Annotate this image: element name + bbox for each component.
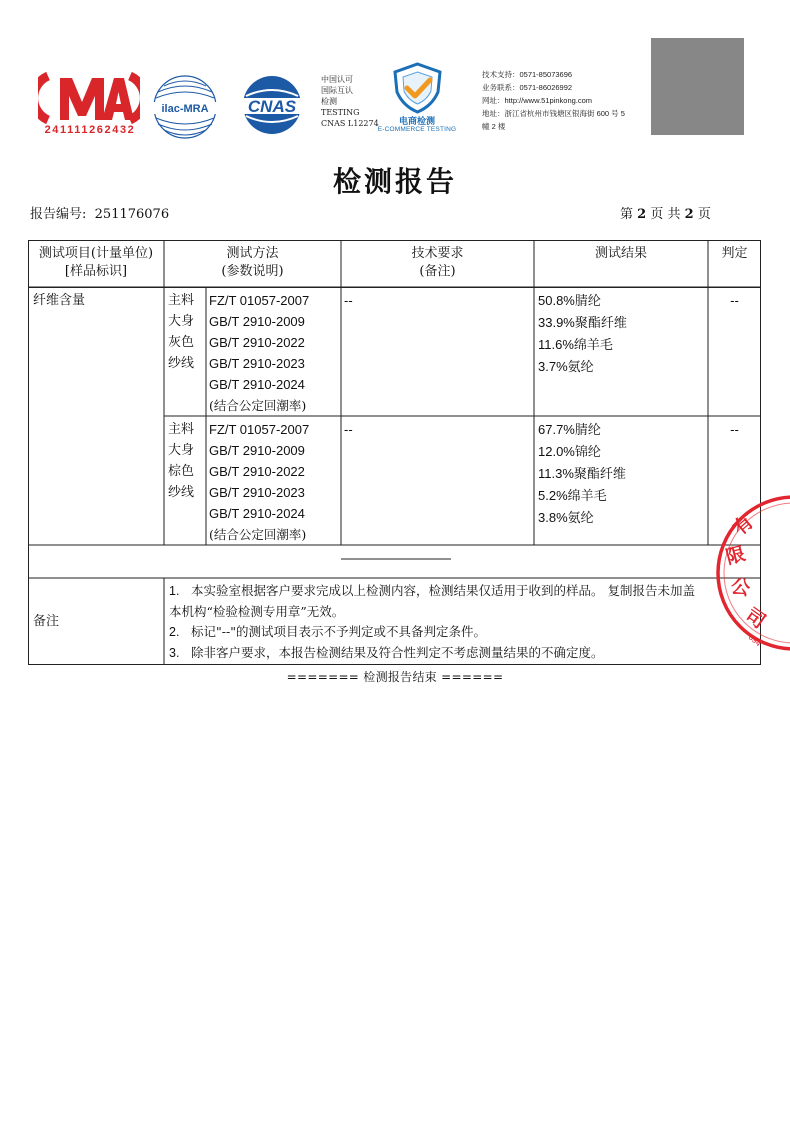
- cnas-logo: [230, 74, 314, 136]
- sample-label: 主料 大身 棕色 纱线: [168, 422, 195, 500]
- test-method-standards: FZ/T 01057-2007 GB/T 2910-2009 GB/T 2910-2022 GB/T 2910-2023 GB/T 2910-2024 (结合公定回潮率): [209, 293, 310, 413]
- company-seal-stamp: [706, 488, 790, 658]
- svg-text:CNAS: CNAS: [247, 97, 297, 116]
- svg-text:ilac-MRA: ilac-MRA: [161, 103, 209, 115]
- qr-code-placeholder: [651, 38, 744, 135]
- ecommerce-testing-cn: 电商检测: [398, 116, 435, 126]
- header-requirement: 技术要求 (备注): [411, 246, 464, 279]
- contact-info: 技术支持：0571-85073696 业务联系：0571-86026992 网址：http://www.51pinkong.com 地址：浙江省杭州市钱塘区银海街 600 号 5 幢 2 楼: [482, 70, 625, 131]
- requirement-value: --: [344, 293, 353, 308]
- result-values: 50.8%腈纶 33.9%聚酯纤维 11.6%绵羊毛 3.7%氨纶: [538, 293, 627, 375]
- judgement-value: --: [730, 422, 739, 437]
- report-number: 报告编号: 251176076: [30, 207, 170, 222]
- svg-text:894: 894: [746, 632, 763, 649]
- svg-text:司: 司: [741, 604, 770, 634]
- page-info: 第 2 页 共 2 页: [620, 207, 711, 222]
- ilac-mra-logo: [150, 74, 220, 140]
- judgement-value: --: [730, 293, 739, 308]
- cma-code: 241111262432: [44, 124, 136, 136]
- report-end-marker: ======= 检测报告结束 ======: [286, 670, 504, 684]
- sample-label: 主料 大身 灰色 纱线: [168, 293, 195, 371]
- header-method: 测试方法 (参数说明): [221, 246, 284, 279]
- header-judgement: 判定: [721, 246, 748, 261]
- remarks-list: 1. 本实验室根据客户要求完成以上检测内容，检测结果仅适用于收到的样品。 复制报告未加盖 本机构“检验检测专用章”无效。 2. 标记"--"的测试项目表示不予判定或不具备判定条件。 3. 除非客户要求，本报告检测结果及符合性判定不考虑测量结果的不确定度。: [169, 583, 695, 660]
- item-name: 纤维含量: [33, 293, 86, 308]
- remarks-label: 备注: [33, 614, 60, 629]
- test-results-table: [28, 240, 761, 665]
- svg-text:限: 限: [723, 542, 748, 569]
- svg-text:有: 有: [729, 510, 758, 540]
- accreditation-text: 中国认可 国际互认 检测 TESTING CNAS L12274: [321, 75, 379, 128]
- header-item: 测试项目(计量单位) [样品标识]: [38, 246, 154, 279]
- svg-text:公: 公: [729, 575, 752, 601]
- result-values: 67.7%腈纶 12.0%锦纶 11.3%聚酯纤维 5.2%绵羊毛 3.8%氨纶: [538, 422, 626, 526]
- test-method-standards: FZ/T 01057-2007 GB/T 2910-2009 GB/T 2910-2022 GB/T 2910-2023 GB/T 2910-2024 (结合公定回潮率): [209, 422, 310, 542]
- report-title: 检测报告: [332, 165, 457, 198]
- header-result: 测试结果: [594, 246, 647, 261]
- requirement-value: --: [344, 422, 353, 437]
- ecommerce-testing-en: E-COMMERCE TESTING: [377, 126, 457, 133]
